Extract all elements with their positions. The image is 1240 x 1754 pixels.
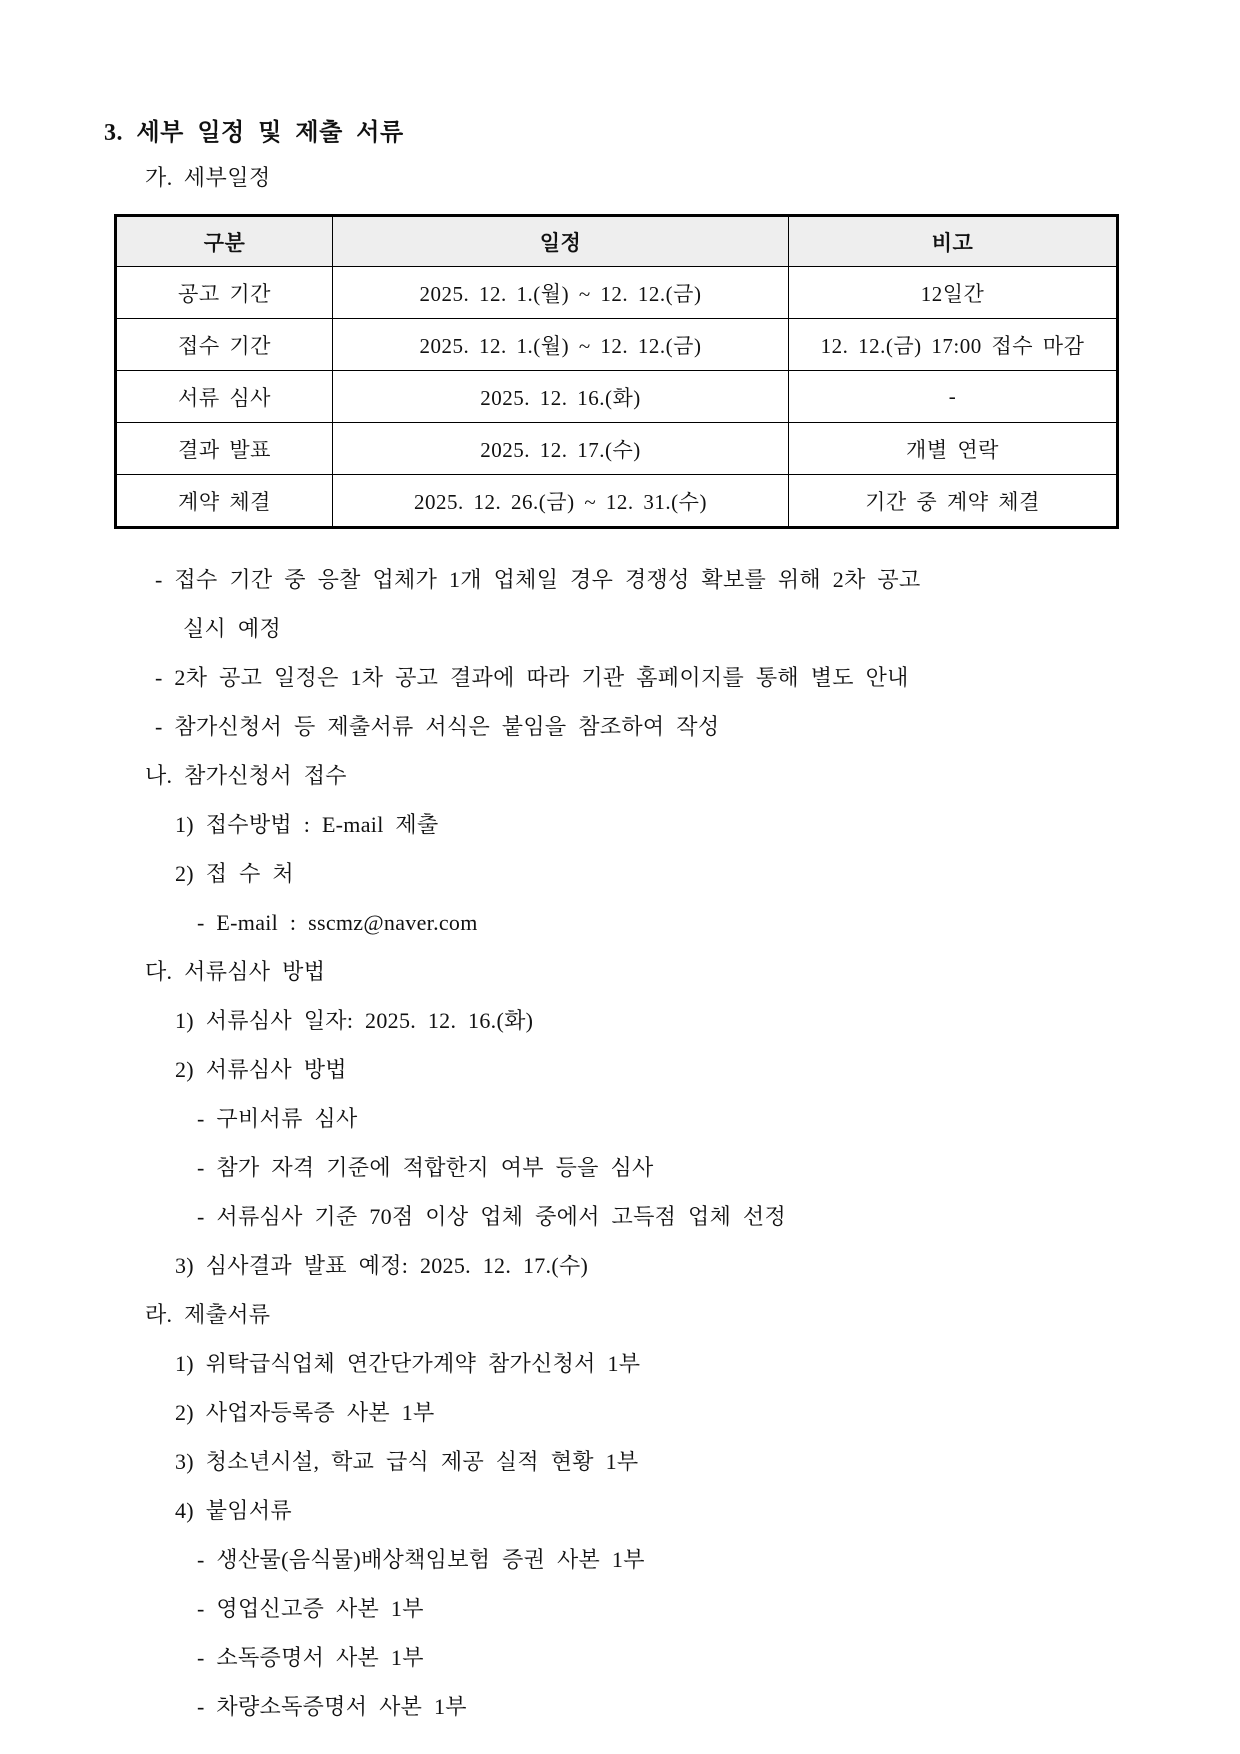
- cell-category: 계약 체결: [116, 475, 333, 528]
- list-item: 1) 접수방법 : E-mail 제출: [175, 812, 439, 837]
- cell-category: 결과 발표: [116, 423, 333, 475]
- col-header-note: 비고: [789, 216, 1118, 267]
- col-header-schedule: 일정: [333, 216, 789, 267]
- table-note: - 2차 공고 일정은 1차 공고 결과에 따라 기관 홈페이지를 통해 별도 안내: [155, 665, 909, 690]
- list-item: - 생산물(음식물)배상책임보험 증권 사본 1부: [197, 1547, 645, 1572]
- table-note: - 참가신청서 등 제출서류 서식은 붙임을 참조하여 작성: [155, 714, 720, 739]
- list-item: - 영업신고증 사본 1부: [197, 1596, 424, 1621]
- table-row: [116, 371, 1118, 423]
- list-item: - 구비서류 심사: [197, 1106, 358, 1131]
- list-item: - 차량소독증명서 사본 1부: [197, 1694, 467, 1719]
- list-item: 1) 서류심사 일자: 2025. 12. 16.(화): [175, 1008, 534, 1033]
- section-heading: 3. 세부 일정 및 제출 서류: [104, 120, 404, 146]
- cell-category: 서류 심사: [116, 371, 333, 423]
- col-header-category: 구분: [116, 216, 333, 267]
- subsection-a-title: 가. 세부일정: [145, 165, 271, 190]
- table-header-row: [116, 216, 1118, 267]
- email-line: - E-mail : sscmz@naver.com: [197, 910, 478, 935]
- schedule-table: [114, 214, 1119, 529]
- cell-schedule: 2025. 12. 16.(화): [333, 371, 789, 423]
- cell-schedule: 2025. 12. 1.(월) ~ 12. 12.(금): [333, 319, 789, 371]
- table-row: [116, 423, 1118, 475]
- subsection-b-title: 나. 참가신청서 접수: [145, 763, 347, 788]
- subsection-d-title: 라. 제출서류: [145, 1302, 271, 1327]
- cell-note: 12. 12.(금) 17:00 접수 마감: [789, 319, 1118, 371]
- table-row: [116, 475, 1118, 528]
- table-note-continuation: 실시 예정: [183, 616, 282, 641]
- list-item: 2) 사업자등록증 사본 1부: [175, 1400, 435, 1425]
- list-item: - 서류심사 기준 70점 이상 업체 중에서 고득점 업체 선정: [197, 1204, 787, 1229]
- cell-note: 개별 연락: [789, 423, 1118, 475]
- list-item: 4) 붙임서류: [175, 1498, 292, 1523]
- subsection-c-title: 다. 서류심사 방법: [145, 959, 326, 984]
- list-item: 2) 접 수 처: [175, 861, 294, 886]
- list-item: 2) 서류심사 방법: [175, 1057, 347, 1082]
- cell-category: 접수 기간: [116, 319, 333, 371]
- cell-note: -: [789, 371, 1118, 423]
- cell-schedule: 2025. 12. 17.(수): [333, 423, 789, 475]
- cell-note: 기간 중 계약 체결: [789, 475, 1118, 528]
- list-item: 3) 심사결과 발표 예정: 2025. 12. 17.(수): [175, 1253, 589, 1278]
- list-item: 1) 위탁급식업체 연간단가계약 참가신청서 1부: [175, 1351, 641, 1376]
- document-body: [104, 555, 1140, 1731]
- list-item: - 참가 자격 기준에 적합한지 여부 등을 심사: [197, 1155, 654, 1180]
- table-row: [116, 319, 1118, 371]
- cell-schedule: 2025. 12. 1.(월) ~ 12. 12.(금): [333, 267, 789, 319]
- list-item: 3) 청소년시설, 학교 급식 제공 실적 현황 1부: [175, 1449, 639, 1474]
- cell-note: 12일간: [789, 267, 1118, 319]
- cell-schedule: 2025. 12. 26.(금) ~ 12. 31.(수): [333, 475, 789, 528]
- list-item: - 소독증명서 사본 1부: [197, 1645, 424, 1670]
- cell-category: 공고 기간: [116, 267, 333, 319]
- table-row: [116, 267, 1118, 319]
- table-note: - 접수 기간 중 응찰 업체가 1개 업체일 경우 경쟁성 확보를 위해 2차 공고: [155, 567, 921, 592]
